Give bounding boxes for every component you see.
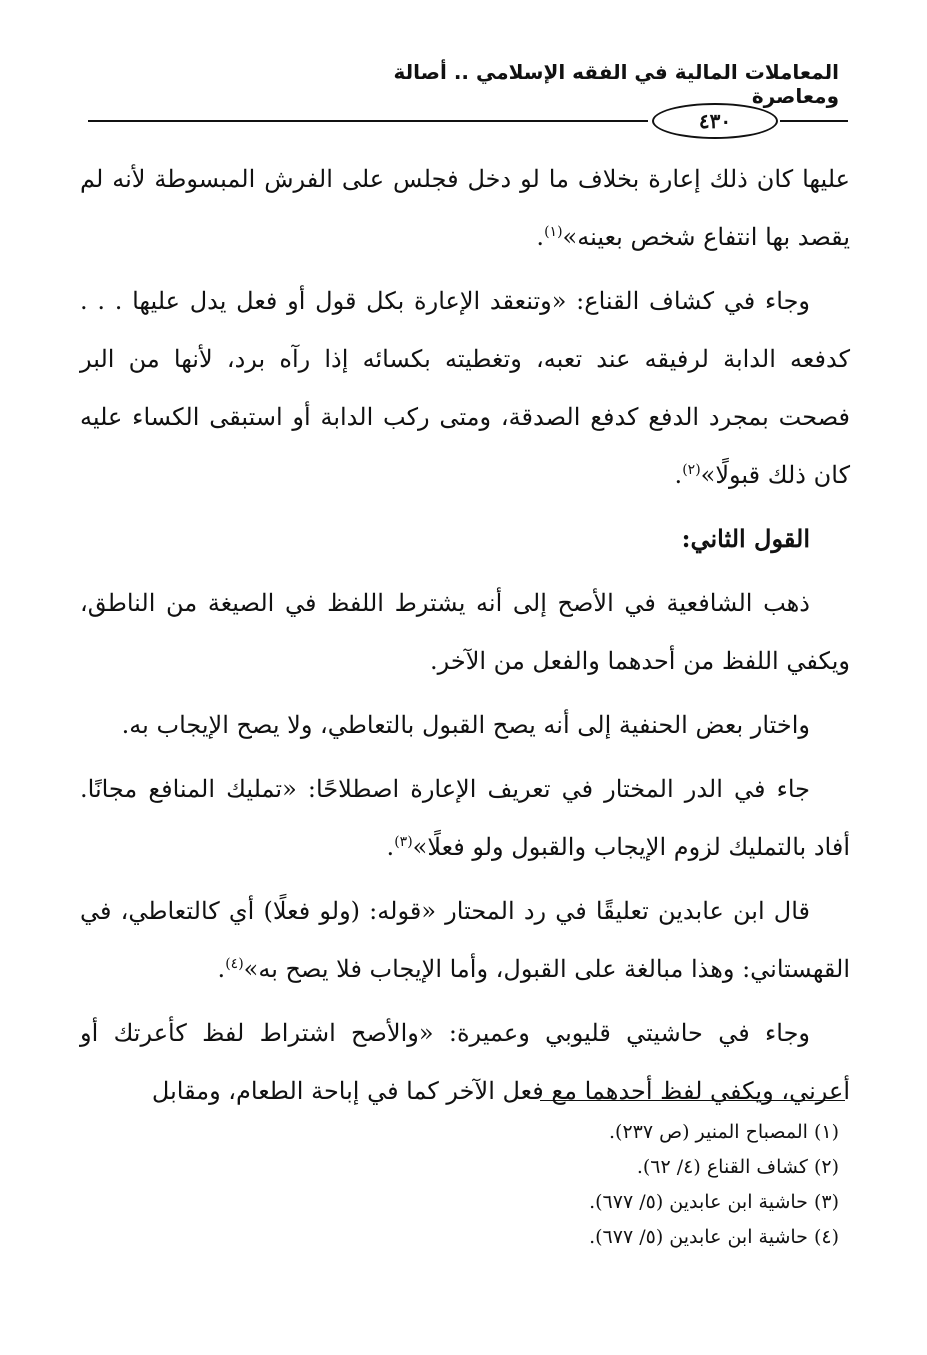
footnote-separator xyxy=(540,1100,845,1101)
footnote-ref-4: (٤) xyxy=(225,956,244,972)
running-title: المعاملات المالية في الفقه الإسلامي .. أصالة ومعاصرة xyxy=(393,60,839,108)
footnote-item: (٣) حاشية ابن عابدين (٥/ ٦٧٧). xyxy=(589,1191,839,1213)
page-number: ٤٣٠ xyxy=(652,103,778,139)
section-heading: القول الثاني: xyxy=(681,524,810,553)
footnote-ref-3: (٣) xyxy=(394,834,413,850)
paragraph-1: عليها كان ذلك إعارة بخلاف ما لو دخل فجلس على الفرش المبسوطة لأنه لم يقصد بها انتفاع شخص بعينه»$^{(١)}$. xyxy=(80,165,850,251)
paragraph-4: واختار بعض الحنفية إلى أنه يصح القبول بالتعاطي، ولا يصح الإيجاب به. xyxy=(121,711,810,739)
header-rule-right xyxy=(780,120,848,122)
paragraph-3: ذهب الشافعية في الأصح إلى أنه يشترط اللفظ في الصيغة من الناطق، ويكفي اللفظ من أحدهما والفعل من الآخر. xyxy=(80,589,850,675)
footnote-ref-2: (٢) xyxy=(682,462,701,478)
paragraph-2: وجاء في كشاف القناع: «وتنعقد الإعارة بكل قول أو فعل يدل عليها . . . كدفعه الدابة لرفيقه عند تعبه، وتغطيته بكسائه إذا رآه برد، لأنها من البر فصحت بمجرد الدفع كدفع الصدقة، ومتى ركب الدابة أو استبقى الكساء عليه كان ذلك قبولًا»$^{(٢)}$. xyxy=(80,287,850,489)
footnotes xyxy=(339,1115,839,1255)
paragraph-5: جاء في الدر المختار في تعريف الإعارة اصطلاحًا: «تمليك المنافع مجانًا. أفاد بالتمليك لزوم الإيجاب والقبول ولو فعلًا»$^{(٣)}$. xyxy=(80,775,850,861)
paragraph-7: وجاء في حاشيتي قليوبي وعميرة: «والأصح اشتراط لفظ كأعرتك أو أعرني، ويكفي لفظ أحدهما مع فعل الآخر كما في إباحة الطعام، ومقابل xyxy=(80,1019,850,1105)
footnote-item: (٤) حاشية ابن عابدين (٥/ ٦٧٧). xyxy=(589,1226,839,1248)
body-text xyxy=(80,150,850,1126)
paragraph-6: قال ابن عابدين تعليقًا في رد المحتار «قوله: (ولو فعلًا) أي كالتعاطي، في القهستاني: وهذا مبالغة على القبول، وأما الإيجاب فلا يصح به»$^{(٤)}$. xyxy=(80,897,850,983)
footnote-item: (٢) كشاف القناع (٤/ ٦٢). xyxy=(636,1156,839,1178)
footnote-item: (١) المصباح المنير (ص ٢٣٧). xyxy=(609,1121,839,1143)
header-rule-left xyxy=(88,120,648,122)
footnote-ref-1: (١) xyxy=(544,224,563,240)
